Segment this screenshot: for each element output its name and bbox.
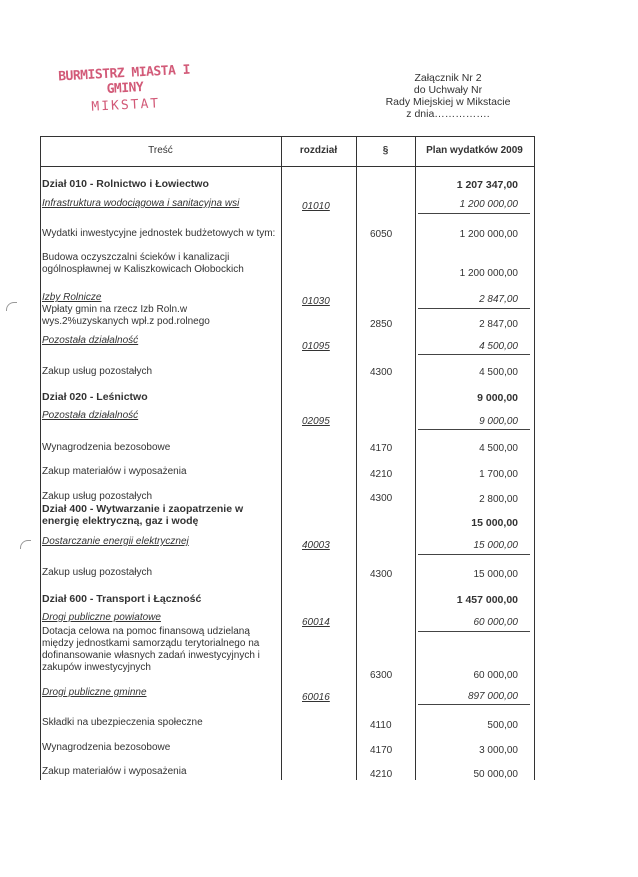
attachment-number: Załącznik Nr 2 bbox=[414, 72, 482, 84]
date-line: z dnia……………. bbox=[406, 108, 490, 120]
amount: 1 207 347,00 bbox=[456, 179, 518, 191]
amount: 1 200 000,00 bbox=[459, 229, 518, 240]
amount-underline bbox=[418, 213, 530, 214]
paragraph-code: 4210 bbox=[370, 469, 393, 480]
amount: 60 000,00 bbox=[473, 617, 518, 628]
amount-underline bbox=[418, 308, 530, 309]
amount: 4 500,00 bbox=[479, 443, 518, 454]
amount: 1 200 000,00 bbox=[459, 268, 518, 279]
amount-underline bbox=[418, 554, 530, 555]
amount-underline bbox=[418, 354, 530, 355]
chapter-title: Dostarczanie energii elektrycznej bbox=[42, 536, 189, 547]
chapter-title: Infrastruktura wodociągowa i sanitacyjna wsi bbox=[42, 198, 240, 209]
paragraph-code: 6050 bbox=[370, 229, 393, 240]
paragraph-code: 4110 bbox=[370, 720, 392, 731]
amount: 2 800,00 bbox=[479, 494, 518, 505]
amount: 1 200 000,00 bbox=[459, 199, 518, 210]
item-description: Wynagrodzenia bezosobowe bbox=[42, 442, 171, 453]
amount: 1 457 000,00 bbox=[456, 594, 518, 606]
item-description: Wydatki inwestycyjne jednostek budżetowych w tym: bbox=[42, 228, 276, 239]
amount: 60 000,00 bbox=[473, 670, 518, 681]
amount: 4 500,00 bbox=[479, 367, 518, 378]
punch-mark bbox=[6, 302, 17, 311]
chapter-title: Izby Rolnicze bbox=[42, 292, 102, 303]
stamp-line-2: MIKSTAT bbox=[91, 96, 161, 115]
amount: 50 000,00 bbox=[473, 769, 518, 780]
column-border bbox=[40, 136, 41, 780]
chapter-title: Drogi publiczne gminne bbox=[42, 687, 147, 698]
official-stamp bbox=[44, 62, 206, 117]
paragraph-code: 4170 bbox=[370, 745, 393, 756]
amount: 2 847,00 bbox=[479, 319, 518, 330]
header-paragraf: § bbox=[382, 145, 389, 156]
section-title: Dział 020 - Leśnictwo bbox=[42, 391, 148, 403]
amount: 9 000,00 bbox=[477, 392, 518, 404]
item-description: Zakup usług pozostałych bbox=[42, 567, 153, 578]
paragraph-code: 4300 bbox=[370, 367, 393, 378]
attachment-header bbox=[358, 72, 538, 120]
item-description: Zakup usług pozostałych bbox=[42, 366, 153, 377]
chapter-code: 40003 bbox=[302, 540, 330, 551]
table-top-border bbox=[40, 136, 535, 137]
item-description: Budowa oczyszczalni ścieków i kanalizacji ogólnospławnej w Kaliszkowicach Ołobockich bbox=[42, 252, 244, 275]
stamp-line-1: BURMISTRZ MIASTA I GMINY bbox=[57, 62, 191, 97]
amount: 15 000,00 bbox=[473, 540, 518, 551]
chapter-title: Drogi publiczne powiatowe bbox=[42, 612, 161, 623]
section-title: Dział 600 - Transport i Łączność bbox=[42, 593, 202, 605]
amount-underline bbox=[418, 631, 530, 632]
amount: 15 000,00 bbox=[473, 569, 518, 580]
amount-underline bbox=[418, 704, 530, 705]
amount: 897 000,00 bbox=[467, 691, 518, 702]
chapter-code: 02095 bbox=[302, 416, 330, 427]
paragraph-code: 6300 bbox=[370, 670, 393, 681]
header-plan: Plan wydatków 2009 bbox=[426, 145, 523, 156]
section-title: Dział 400 - Wytwarzanie i zaopatrzenie w energię elektryczną, gaz i wodę bbox=[42, 503, 244, 527]
item-description: Składki na ubezpieczenia społeczne bbox=[42, 717, 203, 728]
section-title: Dział 010 - Rolnictwo i Łowiectwo bbox=[42, 178, 209, 190]
item-description: Zakup materiałów i wyposażenia bbox=[42, 766, 187, 777]
paragraph-code: 4170 bbox=[370, 443, 393, 454]
item-description: Dotacja celowa na pomoc finansową udzielaną między jednostkami samorządu terytorialnego na dofinansowanie własnych zadań inwestycyjnych i zakupów inwestycyjnych bbox=[42, 626, 260, 673]
item-description: Wynagrodzenia bezosobowe bbox=[42, 742, 171, 753]
column-border bbox=[415, 136, 416, 780]
amount: 2 847,00 bbox=[479, 294, 518, 305]
item-description: Zakup materiałów i wyposażenia bbox=[42, 466, 187, 477]
amount: 4 500,00 bbox=[479, 341, 518, 352]
column-border bbox=[534, 136, 535, 780]
amount: 1 700,00 bbox=[479, 469, 518, 480]
item-description: Zakup usług pozostałych bbox=[42, 491, 153, 502]
amount: 9 000,00 bbox=[479, 416, 518, 427]
council-name: Rady Miejskiej w Mikstacie bbox=[385, 96, 511, 108]
item-description: Wpłaty gmin na rzecz Izb Roln.w wys.2%uzyskanych wpł.z pod.rolnego bbox=[42, 304, 210, 327]
column-border bbox=[356, 136, 357, 780]
amount-underline bbox=[418, 429, 530, 430]
chapter-code: 60014 bbox=[302, 617, 330, 628]
column-border bbox=[281, 136, 282, 780]
header-tresc: Treść bbox=[148, 145, 173, 156]
chapter-code: 01030 bbox=[302, 296, 330, 307]
paragraph-code: 4300 bbox=[370, 569, 393, 580]
paragraph-code: 4210 bbox=[370, 769, 393, 780]
chapter-code: 01095 bbox=[302, 341, 330, 352]
chapter-code: 60016 bbox=[302, 692, 330, 703]
chapter-code: 01010 bbox=[302, 201, 330, 212]
resolution-reference: do Uchwały Nr bbox=[413, 84, 483, 96]
expenditure-table bbox=[40, 136, 535, 780]
paragraph-code: 2850 bbox=[370, 319, 393, 330]
chapter-title: Pozostała działalność bbox=[42, 410, 139, 421]
amount: 15 000,00 bbox=[471, 517, 518, 529]
amount: 500,00 bbox=[487, 720, 518, 731]
paragraph-code: 4300 bbox=[370, 493, 393, 504]
header-bottom-border bbox=[40, 166, 535, 167]
chapter-title: Pozostała działalność bbox=[42, 335, 139, 346]
punch-mark bbox=[20, 540, 31, 549]
amount: 3 000,00 bbox=[479, 745, 518, 756]
header-rozdzial: rozdział bbox=[299, 145, 338, 156]
